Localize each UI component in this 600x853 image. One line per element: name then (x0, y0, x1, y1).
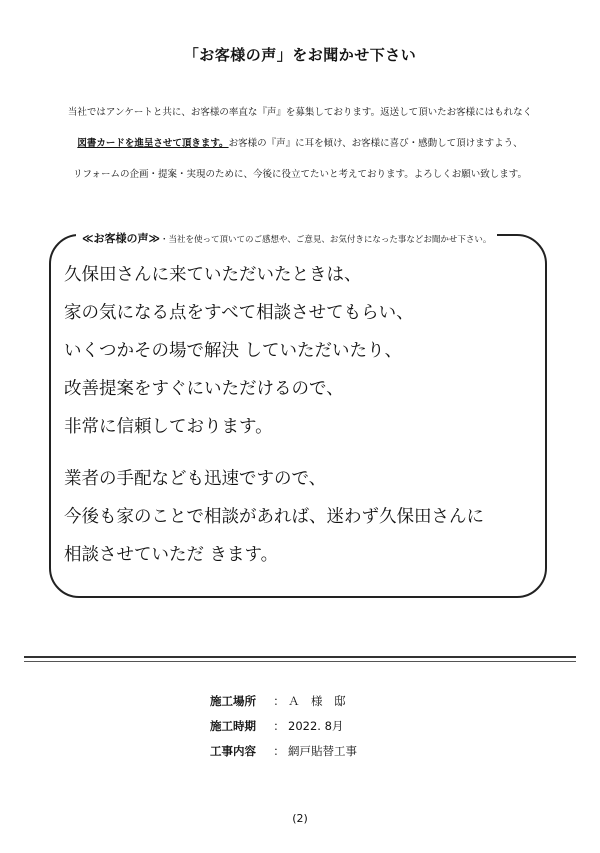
separator: ： (273, 744, 285, 758)
customer-voice-header (76, 230, 497, 246)
location-label: 施工場所 (210, 694, 256, 708)
work-label: 工事内容 (210, 744, 256, 758)
construction-info (210, 689, 357, 764)
customer-voice-hint: ・当社を使って頂いてのご感想や、ご意見、お気付きになった事などお聞かせ下さい。 (160, 235, 492, 245)
page-title: 「お客様の声」をお聞かせ下さい (183, 46, 417, 64)
separator: ： (273, 719, 285, 733)
voice-line: いくつかその場で解決 していただいたり、 (64, 341, 403, 361)
voice-line: 久保田さんに来ていただいたときは、 (64, 265, 362, 285)
location-value: Ａ 様 邸 (288, 694, 346, 708)
intro-line-1: 当社ではアンケートと共に、お客様の率直な『声』を募集しております。返送して頂いたお客様にはもれなく (67, 107, 533, 118)
voice-line: 改善提案をすぐにいただけるので、 (64, 379, 344, 399)
paragraph-gap (64, 446, 542, 460)
work-row (210, 739, 357, 764)
separator: ： (273, 694, 285, 708)
customer-voice-label: ≪お客様の声≫ (82, 232, 161, 245)
voice-line: 相談させていただ きます。 (64, 545, 279, 565)
intro-text (40, 97, 560, 190)
intro-line-2-rest: お客様の『声』に耳を傾け、お客様に喜び・感動して頂けますよう、 (228, 138, 523, 149)
voice-line: 家の気になる点をすべて相談させてもらい、 (64, 303, 414, 323)
divider-thin (24, 661, 576, 662)
voice-line: 非常に信頼しております。 (64, 417, 273, 437)
period-label: 施工時期 (210, 719, 256, 733)
intro-line-2 (40, 128, 560, 159)
period-row (210, 714, 357, 739)
voice-line: 今後も家のことで相談があれば、迷わず久保田さんに (64, 507, 484, 527)
intro-line-3: リフォームの企画・提案・実現のために、今後に役立てたいと考えております。よろしくお願い致します。 (72, 169, 527, 180)
gift-card-note: 図書カードを進呈させて頂きます。 (77, 138, 229, 149)
voice-line: 業者の手配なども迅速ですので、 (64, 469, 327, 489)
location-row (210, 689, 357, 714)
page-number: (2) (292, 812, 308, 825)
customer-voice-text (64, 256, 542, 574)
period-value: 2022. 8月 (288, 719, 344, 733)
work-value: 網戸貼替工事 (288, 744, 357, 758)
divider-thick (24, 656, 576, 658)
